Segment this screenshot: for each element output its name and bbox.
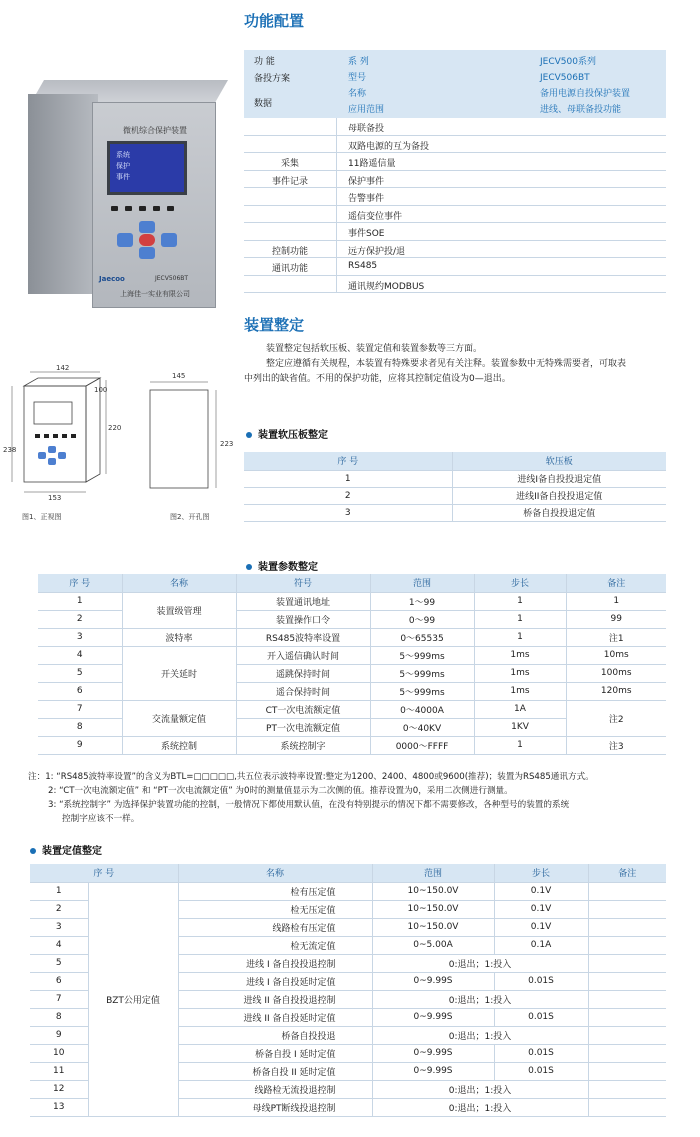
value-range: 10~150.0V	[372, 882, 494, 900]
value-note	[588, 972, 666, 990]
dim-front-inner: 220	[108, 424, 122, 432]
caption-front: 图1、正视图	[22, 513, 62, 521]
param-note: 99	[566, 610, 666, 628]
param-range: 5～999ms	[370, 682, 474, 700]
function-row	[244, 153, 666, 171]
function-row	[244, 223, 666, 241]
function-row	[244, 241, 666, 259]
param-row	[38, 700, 666, 718]
setting-paragraph: 整定应遵循有关规程，本装置有特殊要求者见有关注释。装置参数中无特殊需要者，可取表	[266, 359, 627, 369]
value-header: 序 号	[30, 864, 178, 882]
function-item: RS485	[348, 261, 378, 271]
fn-head-key: 名称	[348, 89, 367, 99]
dim-front-height: 238	[3, 446, 17, 454]
lcd-line: 系统	[116, 151, 130, 159]
section-title-setting: 装置整定	[244, 316, 305, 334]
led-indicator	[125, 206, 132, 211]
value-no: 11	[30, 1062, 88, 1080]
value-name: 桥备自投投退	[178, 1026, 372, 1044]
lcd-line: 事件	[116, 173, 130, 181]
value-group: BZT公用定值	[88, 882, 178, 1116]
param-note: 注3	[566, 736, 666, 754]
value-step: 0.01S	[494, 1044, 588, 1062]
param-no: 8	[38, 718, 122, 736]
param-row	[38, 646, 666, 664]
value-name: 母线PT断线投退控制	[178, 1098, 372, 1116]
subsection-soft-label: 装置软压板整定	[258, 430, 328, 441]
bullet-icon	[246, 432, 252, 438]
soft-table	[244, 452, 666, 522]
front-keys	[35, 434, 76, 465]
dim-front-depth: 100	[94, 386, 108, 394]
value-no: 5	[30, 954, 88, 972]
value-note	[588, 990, 666, 1008]
function-divider	[336, 136, 337, 154]
soft-header: 软压板	[452, 452, 666, 470]
param-header: 范围	[370, 574, 474, 592]
param-name: 系统控制	[122, 736, 236, 754]
param-step: 1	[474, 628, 566, 646]
value-note	[588, 882, 666, 900]
function-category: 采集	[280, 159, 299, 169]
fn-head-value: JECV500系列	[540, 57, 596, 67]
value-option: 0:退出；1:投入	[372, 954, 588, 972]
param-range: 0000～FFFF	[370, 736, 474, 754]
value-step: 0.01S	[494, 1062, 588, 1080]
param-no: 6	[38, 682, 122, 700]
function-item: 遥信变位事件	[348, 211, 403, 222]
value-option: 0:退出；1:投入	[372, 1098, 588, 1116]
param-no: 7	[38, 700, 122, 718]
function-divider	[336, 276, 337, 294]
value-note	[588, 1026, 666, 1044]
function-item: 母联备投	[348, 124, 385, 134]
dim-front-width: 142	[56, 364, 70, 372]
soft-label: 进线I备自投投退定值	[452, 470, 666, 487]
function-item: 双路电源的互为备投	[348, 141, 430, 152]
param-note: 100ms	[566, 664, 666, 682]
front-view-drawing	[12, 372, 106, 492]
led-indicator	[167, 206, 174, 211]
value-no: 1	[30, 882, 88, 900]
value-range: 10~150.0V	[372, 900, 494, 918]
param-note: 注1	[566, 628, 666, 646]
param-symbol: 遥跳保持时间	[236, 664, 370, 682]
value-name: 进线 II 备自投投退控制	[178, 990, 372, 1008]
key-up-icon	[139, 221, 155, 233]
param-step: 1	[474, 610, 566, 628]
value-step: 0.1A	[494, 936, 588, 954]
param-header: 名称	[122, 574, 236, 592]
function-category: 通讯功能	[271, 264, 308, 274]
value-step: 0.1V	[494, 918, 588, 936]
device-front-face	[92, 102, 216, 308]
value-name: 进线 I 备自投延时定值	[178, 972, 372, 990]
dim-cut-width: 145	[172, 372, 186, 380]
param-range: 5～999ms	[370, 664, 474, 682]
param-no: 3	[38, 628, 122, 646]
param-symbol: 装置通讯地址	[236, 592, 370, 610]
value-note	[588, 1008, 666, 1026]
value-header: 范围	[372, 864, 494, 882]
setting-paragraph: 装置整定包括软压板、装置定值和装置参数等三方面。	[266, 344, 483, 354]
param-header: 序 号	[38, 574, 122, 592]
soft-row	[244, 504, 666, 521]
function-row	[244, 188, 666, 206]
function-row	[244, 118, 666, 136]
function-table-header	[244, 50, 666, 118]
device-company: 上海佳一实业有限公司	[120, 290, 190, 298]
value-row	[30, 882, 666, 900]
param-header: 备注	[566, 574, 666, 592]
function-divider	[336, 153, 337, 171]
param-row	[38, 736, 666, 754]
param-name: 交流量额定值	[122, 700, 236, 736]
param-header: 符号	[236, 574, 370, 592]
function-divider	[336, 188, 337, 206]
value-note	[588, 936, 666, 954]
soft-header: 序 号	[244, 452, 452, 470]
device-image	[28, 80, 228, 310]
value-note	[588, 954, 666, 972]
fn-head-label: 备投方案	[254, 74, 291, 84]
fn-head-value: JECV506BT	[540, 73, 590, 83]
param-symbol: 开入遥信确认时间	[236, 646, 370, 664]
value-table	[30, 864, 666, 1117]
value-no: 12	[30, 1080, 88, 1098]
value-option: 0:退出；1:投入	[372, 990, 588, 1008]
cut-view-drawing	[150, 382, 216, 488]
value-range: 0~9.99S	[372, 1062, 494, 1080]
note-line: 2: “CT一次电流额定值” 和 “PT一次电流额定值” 为0时的测量值显示为二次侧的值。推荐设置为0，采用二次侧进行测量。	[48, 786, 513, 796]
param-step: 1	[474, 736, 566, 754]
device-model: JECV506BT	[155, 275, 189, 282]
value-no: 6	[30, 972, 88, 990]
param-name: 波特率	[122, 628, 236, 646]
value-no: 10	[30, 1044, 88, 1062]
dim-front-bottom: 153	[48, 494, 62, 502]
value-range: 0~9.99S	[372, 1044, 494, 1062]
fn-head-key: 系 列	[348, 57, 369, 67]
param-step: 1	[474, 592, 566, 610]
soft-no: 1	[244, 470, 452, 487]
param-step: 1ms	[474, 646, 566, 664]
function-row	[244, 258, 666, 276]
value-range: 0~9.99S	[372, 972, 494, 990]
value-name: 桥备自投 I 延时定值	[178, 1044, 372, 1062]
param-range: 0～99	[370, 610, 474, 628]
fn-head-key: 型号	[348, 73, 367, 83]
function-divider	[336, 223, 337, 241]
fn-head-label: 数据	[254, 99, 273, 109]
fn-head-label: 功 能	[254, 57, 275, 67]
key-right-icon	[161, 233, 177, 247]
value-no: 13	[30, 1098, 88, 1116]
function-item: 告警事件	[348, 194, 385, 204]
led-indicator	[139, 206, 146, 211]
value-note	[588, 1098, 666, 1116]
param-notes	[28, 770, 694, 826]
function-row	[244, 276, 666, 294]
param-symbol: 系统控制字	[236, 736, 370, 754]
value-range: 0~5.00A	[372, 936, 494, 954]
setting-description	[244, 342, 674, 387]
param-name: 开关延时	[122, 646, 236, 700]
value-no: 9	[30, 1026, 88, 1044]
bullet-icon	[246, 564, 252, 570]
function-item: 事件SOE	[348, 229, 385, 239]
value-option: 0:退出；1:投入	[372, 1080, 588, 1098]
param-row	[38, 592, 666, 610]
fn-head-key: 应用范围	[348, 105, 385, 115]
value-name: 线路检有压定值	[178, 918, 372, 936]
value-header: 名称	[178, 864, 372, 882]
dimension-drawings	[0, 370, 240, 530]
soft-no: 2	[244, 487, 452, 504]
param-step: 1ms	[474, 682, 566, 700]
param-no: 1	[38, 592, 122, 610]
value-header: 步长	[494, 864, 588, 882]
param-symbol: RS485波特率设置	[236, 628, 370, 646]
value-note	[588, 1062, 666, 1080]
value-name: 线路检无流投退控制	[178, 1080, 372, 1098]
param-step: 1ms	[474, 664, 566, 682]
value-name: 检有压定值	[178, 882, 372, 900]
function-divider	[336, 241, 337, 259]
param-no: 2	[38, 610, 122, 628]
subsection-value	[30, 842, 102, 857]
function-divider	[336, 171, 337, 189]
param-note: 1	[566, 592, 666, 610]
param-symbol: 装置操作口令	[236, 610, 370, 628]
param-no: 4	[38, 646, 122, 664]
value-step: 0.1V	[494, 882, 588, 900]
value-no: 8	[30, 1008, 88, 1026]
device-brand: Jaecoo	[99, 275, 125, 283]
value-step: 0.01S	[494, 1008, 588, 1026]
subsection-value-label: 装置定值整定	[42, 846, 102, 857]
section-title-function: 功能配置	[244, 12, 305, 30]
led-indicator	[111, 206, 118, 211]
function-row	[244, 206, 666, 224]
note-line: 3: “系统控制字” 为选择保护装置功能的控制，一般情况下都使用默认值，在没有特别提示的情况下都不需要修改，各种型号的装置的系统	[48, 800, 570, 810]
note-line: 控制字应该不一样。	[62, 814, 140, 824]
function-item: 远方保护投/退	[348, 246, 406, 257]
subsection-param-label: 装置参数整定	[258, 562, 318, 573]
value-range: 10~150.0V	[372, 918, 494, 936]
param-no: 9	[38, 736, 122, 754]
key-left-icon	[117, 233, 133, 247]
soft-label: 进线II备自投投退定值	[452, 487, 666, 504]
value-name: 进线 I 备自投投退控制	[178, 954, 372, 972]
function-divider	[336, 118, 337, 136]
param-row	[38, 628, 666, 646]
param-note: 10ms	[566, 646, 666, 664]
device-panel-text: 微机综合保护装置	[123, 126, 187, 135]
param-range: 5～999ms	[370, 646, 474, 664]
param-table	[38, 574, 666, 755]
fn-head-value: 进线、母联备投功能	[540, 105, 622, 115]
key-down-icon	[139, 247, 155, 259]
bullet-icon	[30, 848, 36, 854]
function-divider	[336, 258, 337, 276]
value-note	[588, 1080, 666, 1098]
param-range: 0～4000A	[370, 700, 474, 718]
function-item: 通讯规约MODBUS	[348, 281, 425, 292]
value-name: 检无流定值	[178, 936, 372, 954]
function-divider	[336, 206, 337, 224]
soft-row	[244, 470, 666, 487]
param-step: 1KV	[474, 718, 566, 736]
param-step: 1A	[474, 700, 566, 718]
function-row	[244, 171, 666, 189]
device-lcd	[107, 141, 187, 195]
note-line: 注：1: “RS485波特率设置”的含义为BTL=□□□□□,共五位表示波特率设置:整定为1200、2400、4800或9600(推荐)；装置为RS485通讯方式。	[28, 772, 594, 782]
value-note	[588, 1044, 666, 1062]
value-note	[588, 918, 666, 936]
param-symbol: CT一次电流额定值	[236, 700, 370, 718]
param-symbol: 遥合保持时间	[236, 682, 370, 700]
function-category: 控制功能	[271, 246, 308, 257]
value-header: 备注	[588, 864, 666, 882]
subsection-param	[246, 558, 318, 573]
led-indicator	[153, 206, 160, 211]
value-no: 3	[30, 918, 88, 936]
param-note: 注2	[566, 700, 666, 736]
key-enter-icon	[139, 234, 155, 246]
caption-cut: 图2、开孔图	[170, 513, 210, 521]
value-step: 0.1V	[494, 900, 588, 918]
param-range: 0～40KV	[370, 718, 474, 736]
param-note: 120ms	[566, 682, 666, 700]
param-symbol: PT一次电流额定值	[236, 718, 370, 736]
function-row	[244, 136, 666, 154]
lcd-line: 保护	[116, 162, 130, 170]
soft-label: 桥备自投投退定值	[452, 504, 666, 521]
subsection-soft	[246, 426, 328, 441]
value-range: 0~9.99S	[372, 1008, 494, 1026]
value-note	[588, 900, 666, 918]
function-category: 事件记录	[271, 176, 308, 187]
function-item: 保护事件	[348, 176, 385, 187]
param-no: 5	[38, 664, 122, 682]
param-range: 1～99	[370, 592, 474, 610]
param-name: 装置级管理	[122, 592, 236, 628]
soft-no: 3	[244, 504, 452, 521]
param-header: 步长	[474, 574, 566, 592]
value-name: 桥备自投 II 延时定值	[178, 1062, 372, 1080]
value-name: 检无压定值	[178, 900, 372, 918]
param-range: 0～65535	[370, 628, 474, 646]
device-side-face	[28, 94, 98, 294]
soft-row	[244, 487, 666, 504]
device-keypad	[117, 221, 187, 261]
setting-paragraph: 中列出的缺省值。不用的保护功能，应将其控制定值设为0—退出。	[244, 374, 511, 384]
fn-head-value: 备用电源自投保护装置	[540, 89, 631, 99]
function-item: 11路遥信量	[348, 159, 396, 169]
value-no: 7	[30, 990, 88, 1008]
value-name: 进线 II 备自投延时定值	[178, 1008, 372, 1026]
value-no: 4	[30, 936, 88, 954]
value-step: 0.01S	[494, 972, 588, 990]
value-no: 2	[30, 900, 88, 918]
value-option: 0:退出；1:投入	[372, 1026, 588, 1044]
dim-cut-height: 223	[220, 440, 234, 448]
